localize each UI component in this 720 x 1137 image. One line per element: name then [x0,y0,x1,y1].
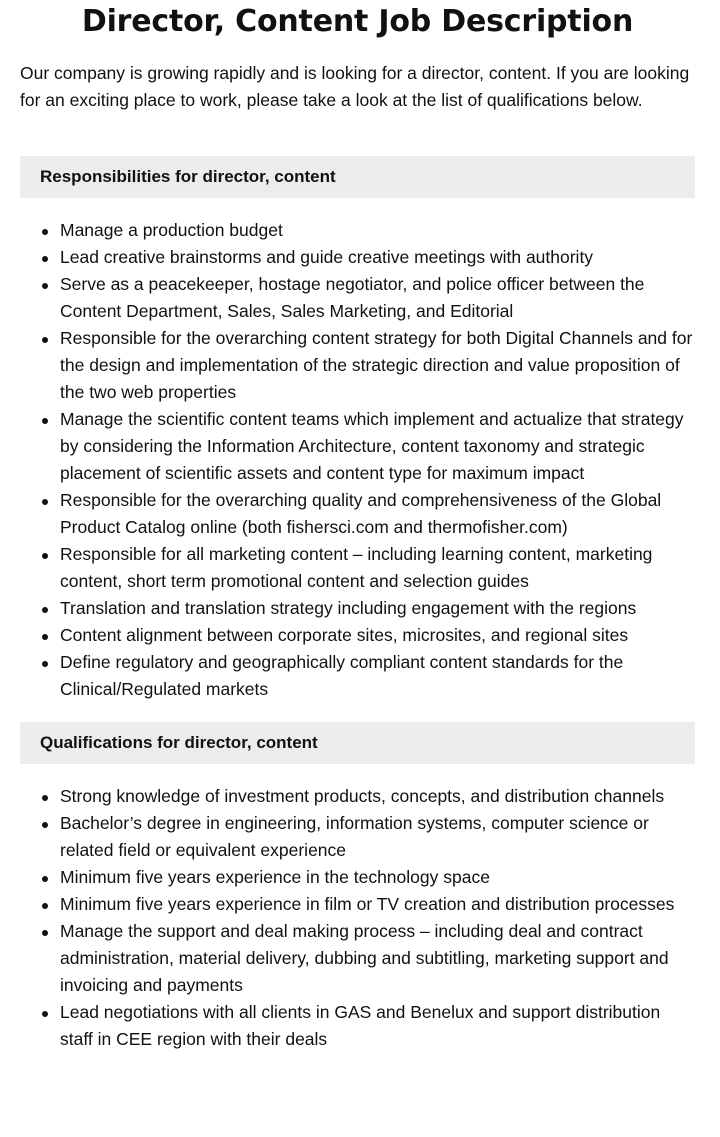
list-item-text: Manage the scientific content teams which implement and actualize that strategy by considering the Information Architecture, content taxonomy and strategic placement of scientific assets and content type for maximum impact [60,409,684,483]
page-title: Director, Content Job Description [81,4,634,39]
qualifications-heading: Qualifications for director, content [20,722,695,764]
list-item-text: Serve as a peacekeeper, hostage negotiator, and police officer between the Content Department, Sales, Sales Marketing, and Editorial [60,274,645,321]
list-item-text: Responsible for the overarching content strategy for both Digital Channels and for the design and implementation of the strategic direction and value proposition of the two web properties [60,328,693,402]
bullet-icon [42,930,48,936]
bullet-icon [42,256,48,262]
list-item [60,999,695,1053]
bullet-icon [42,795,48,801]
list-item [60,595,695,622]
bullet-icon [42,499,48,505]
list-item-text: Manage the support and deal making process – including deal and contract administration, material delivery, dubbing and subtitling, marketing support and invoicing and payments [60,921,669,995]
bullet-icon [42,553,48,559]
bullet-icon [42,283,48,289]
list-item-text: Responsible for the overarching quality and comprehensiveness of the Global Product Catalog online (both fishersci.com and thermofisher.com) [60,490,662,537]
list-item-text: Bachelor’s degree in engineering, information systems, computer science or related field or equivalent experience [60,813,649,860]
list-item [60,217,695,244]
bullet-icon [42,903,48,909]
list-item [60,622,695,649]
bullet-icon [42,876,48,882]
list-item [60,891,695,918]
list-item-text: Content alignment between corporate sites, microsites, and regional sites [60,625,629,645]
list-item [60,325,695,406]
list-item [60,864,695,891]
bullet-icon [42,418,48,424]
list-item [60,783,695,810]
list-item-text: Responsible for all marketing content – including learning content, marketing content, short term promotional content and selection guides [60,544,653,591]
list-item-text: Lead creative brainstorms and guide creative meetings with authority [60,247,594,267]
responsibilities-heading: Responsibilities for director, content [20,156,695,198]
bullet-icon [42,229,48,235]
bullet-icon [42,337,48,343]
list-item [60,918,695,999]
list-item-text: Define regulatory and geographically compliant content standards for the Clinical/Regulated markets [60,652,624,699]
list-item [60,810,695,864]
list-item [60,271,695,325]
list-item-text: Lead negotiations with all clients in GAS and Benelux and support distribution staff in CEE region with their deals [60,1002,661,1049]
list-item [60,244,695,271]
responsibilities-list [20,217,695,703]
list-item-text: Translation and translation strategy including engagement with the regions [60,598,637,618]
bullet-icon [42,822,48,828]
list-item-text: Manage a production budget [60,220,283,240]
list-item-text: Strong knowledge of investment products, concepts, and distribution channels [60,786,665,806]
list-item [60,487,695,541]
list-item [60,649,695,703]
list-item-text: Minimum five years experience in the technology space [60,867,490,887]
bullet-icon [42,607,48,613]
bullet-icon [42,1011,48,1017]
qualifications-list [20,783,695,1053]
intro-paragraph: Our company is growing rapidly and is looking for a director, content. If you are looking for an exciting place to work, please take a look at the list of qualifications below. [20,63,690,110]
list-item [60,541,695,595]
bullet-icon [42,634,48,640]
bullet-icon [42,661,48,667]
list-item [60,406,695,487]
list-item-text: Minimum five years experience in film or TV creation and distribution processes [60,894,675,914]
